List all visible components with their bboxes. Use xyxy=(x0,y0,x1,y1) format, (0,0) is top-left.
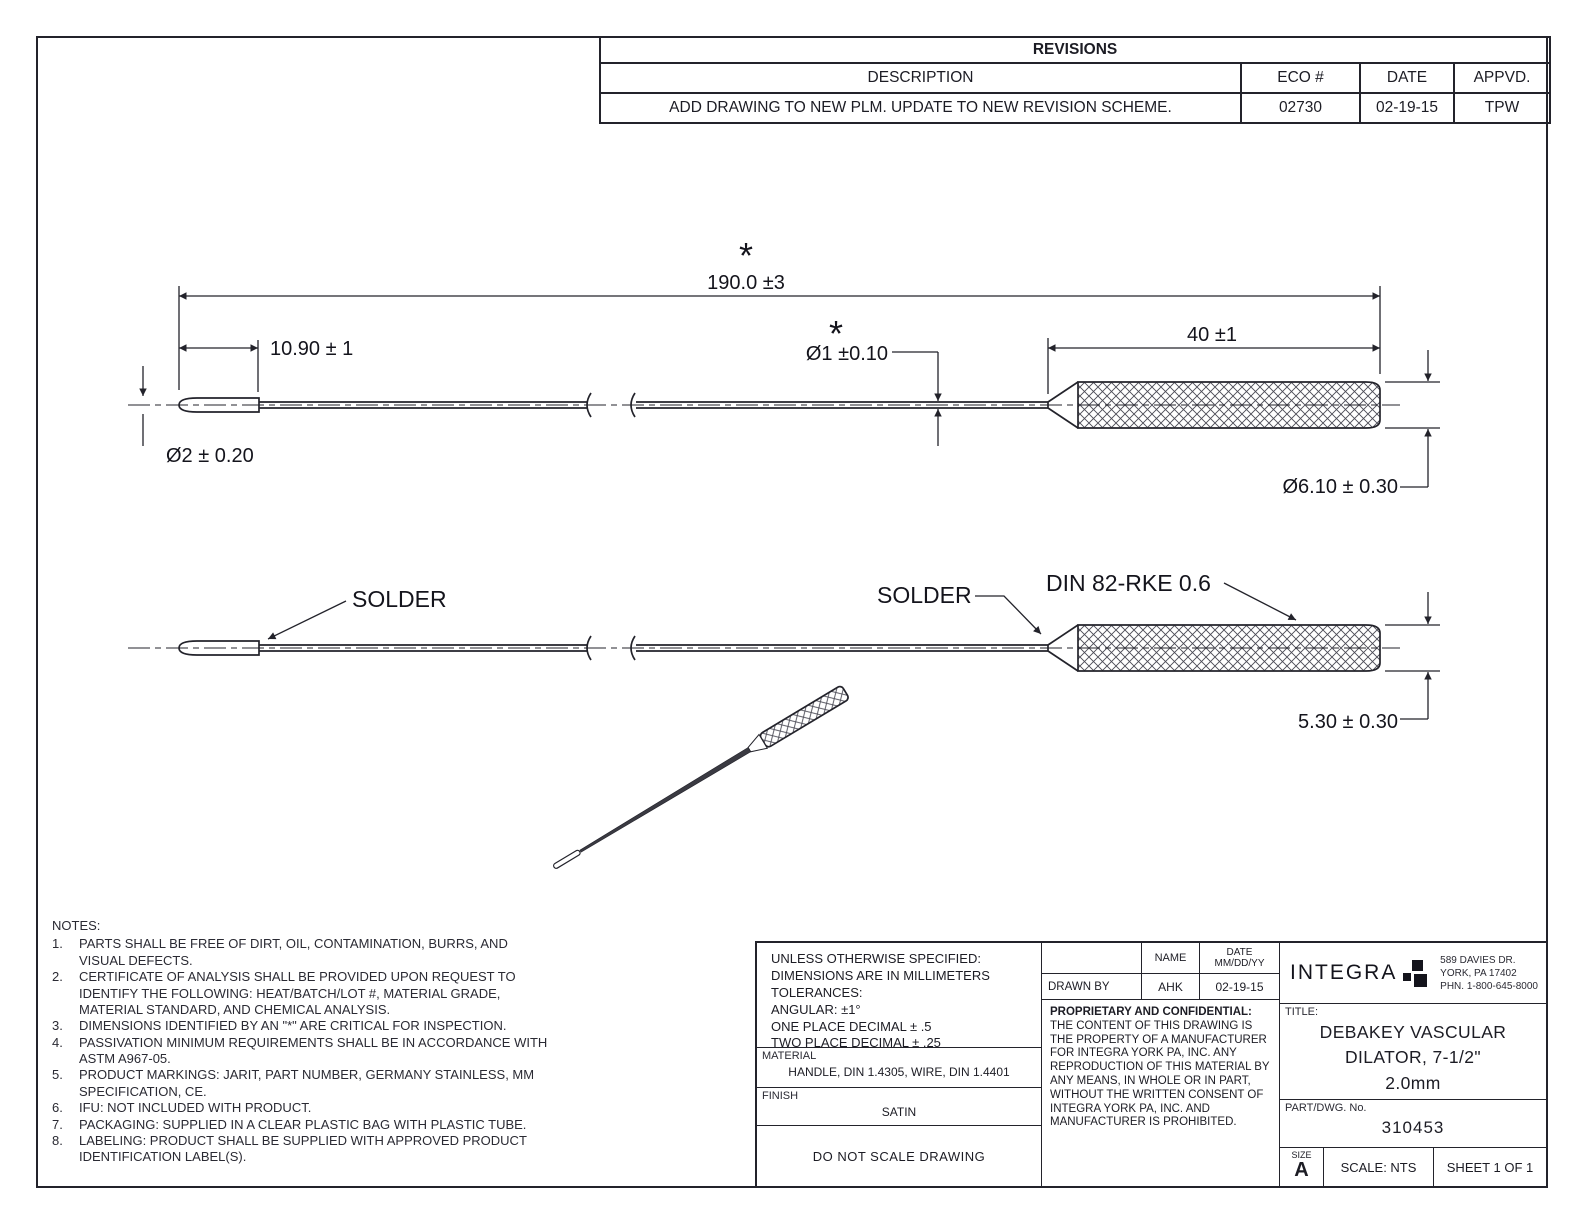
size-value: A xyxy=(1294,1159,1309,1181)
title-block xyxy=(755,941,1548,1188)
revision-date: 02-19-15 xyxy=(1360,93,1454,123)
note-item: 6. IFU: NOT INCLUDED WITH PRODUCT. xyxy=(52,1100,312,1116)
proprietary-body: THE CONTENT OF THIS DRAWING IS THE PROPERTY OF A MANUFACTURER FOR INTEGRA YORK PA, INC. ANY REPRODUCTION OF THIS MATERIAL BY ANY MEANS, IN WHOLE OR IN PART, WITHOUT THE WRITTEN CONSENT OF INTEGRA YORK PA, INC. AND MANUFACTURER IS PROHIBITED. xyxy=(1050,1019,1270,1129)
address-line: YORK, PA 17402 xyxy=(1440,967,1517,979)
dimension-wire-diameter xyxy=(806,313,938,446)
overall-length-text: 190.0 ±3 xyxy=(707,272,785,294)
scale-cell xyxy=(1324,1148,1434,1186)
drawn-by-label-cell xyxy=(1042,974,1142,1000)
title-label: TITLE: xyxy=(1285,1006,1319,1018)
sheet-cell xyxy=(1434,1148,1546,1186)
revisions-title-row xyxy=(600,37,1550,63)
material-cell xyxy=(757,1048,1042,1088)
tolerance-line: UNLESS OTHERWISE SPECIFIED: xyxy=(771,951,981,966)
revision-row xyxy=(600,93,1550,123)
tip-length-text: 10.90 ± 1 xyxy=(270,338,354,360)
note-item: 1. PARTS SHALL BE FREE OF DIRT, OIL, CONTAMINATION, BURRS, AND VISUAL DEFECTS. xyxy=(52,936,508,968)
knurl-spec-label: DIN 82-RKE 0.6 xyxy=(1046,570,1211,596)
part-number-cell xyxy=(1280,1100,1546,1148)
dimension-tip-diameter xyxy=(143,366,254,467)
tolerance-line: TWO PLACE DECIMAL ± .25 xyxy=(771,1035,941,1048)
drawn-by-date-cell xyxy=(1200,974,1280,1000)
finish-label: FINISH xyxy=(762,1090,799,1102)
proprietary-cell xyxy=(1042,1000,1280,1186)
knurl-spec-callout xyxy=(1046,570,1296,620)
company-logo xyxy=(1290,959,1429,987)
name-header-cell xyxy=(1142,943,1200,974)
finish-cell xyxy=(757,1088,1042,1126)
title-line: 2.0mm xyxy=(1385,1072,1441,1093)
tip-diameter-text: Ø2 ± 0.20 xyxy=(166,445,254,467)
drawn-by-label: DRAWN BY xyxy=(1048,980,1110,993)
top-view xyxy=(128,235,1440,498)
solder-label: SOLDER xyxy=(352,586,447,612)
name-header: NAME xyxy=(1154,951,1187,964)
address-line: PHN. 1-800-645-8000 xyxy=(1440,980,1538,992)
notes-block xyxy=(52,918,557,1166)
note-item: 3. DIMENSIONS IDENTIFIED BY AN "*" ARE CRITICAL FOR INSPECTION. xyxy=(52,1018,507,1034)
critical-mark: * xyxy=(828,313,844,354)
note-item: 7. PACKAGING: SUPPLIED IN A CLEAR PLASTIC BAG WITH PLASTIC TUBE. xyxy=(52,1116,527,1132)
solder-callout-right xyxy=(877,582,1041,634)
revisions-col-date: DATE xyxy=(1360,63,1454,93)
revision-appvd: TPW xyxy=(1454,93,1550,123)
size-cell xyxy=(1280,1148,1324,1186)
part-number: 310453 xyxy=(1381,1118,1445,1137)
solder-callout-left xyxy=(268,586,447,639)
handle-length-text: 40 ±1 xyxy=(1187,324,1237,346)
revision-eco: 02730 xyxy=(1241,93,1360,123)
title-cell xyxy=(1280,1004,1546,1100)
company-name: INTEGRA xyxy=(1290,961,1398,984)
do-not-scale-cell xyxy=(757,1126,1042,1186)
revision-description: ADD DRAWING TO NEW PLM. UPDATE TO NEW REVISION SCHEME. xyxy=(600,93,1241,123)
date-format: MM/DD/YY xyxy=(1214,958,1265,969)
drawn-by-name: AHK xyxy=(1158,979,1183,994)
sheet-text: SHEET 1 OF 1 xyxy=(1446,1159,1534,1175)
note-item: 4. PASSIVATION MINIMUM REQUIREMENTS SHALL BE IN ACCORDANCE WITH ASTM A967-05. xyxy=(52,1034,548,1066)
iso-tip xyxy=(553,849,581,869)
tolerance-line: DIMENSIONS ARE IN MILLIMETERS xyxy=(771,967,990,983)
wire-diameter-text: Ø1 ±0.10 xyxy=(805,343,888,365)
address-line: 589 DAVIES DR. xyxy=(1440,954,1516,966)
part-number-label: PART/DWG. No. xyxy=(1285,1102,1367,1114)
notes-title: NOTES: xyxy=(52,918,101,933)
tolerance-line: ONE PLACE DECIMAL ± .5 xyxy=(771,1018,932,1034)
company-address xyxy=(1440,954,1538,993)
iso-handle xyxy=(759,685,850,748)
title-line: DILATOR, 7-1/2" xyxy=(1344,1047,1482,1068)
do-not-scale-text: DO NOT SCALE DRAWING xyxy=(812,1148,986,1164)
date-header: DATE xyxy=(1226,947,1253,958)
note-item: 8. LABELING: PRODUCT SHALL BE SUPPLIED WITH APPROVED PRODUCT IDENTIFICATION LABEL(S). xyxy=(52,1132,527,1165)
material-label: MATERIAL xyxy=(762,1050,817,1062)
handle-diameter-text: Ø6.10 ± 0.30 xyxy=(1282,476,1398,498)
integra-logo-mark xyxy=(1401,959,1429,987)
revisions-table xyxy=(599,36,1551,124)
size-label: SIZE xyxy=(1291,1150,1312,1160)
date-header-cell xyxy=(1200,943,1280,974)
finish-value: SATIN xyxy=(881,1105,917,1119)
material-value: HANDLE, DIN 1.4305, WIRE, DIN 1.4401 xyxy=(788,1065,1010,1079)
drawn-by-date: 02-19-15 xyxy=(1215,979,1264,994)
isometric-view xyxy=(550,685,850,874)
revisions-title: REVISIONS xyxy=(600,37,1550,63)
note-item: 2. CERTIFICATE OF ANALYSIS SHALL BE PROVIDED UPON REQUEST TO IDENTIFY THE FOLLOWING: HEAT/BATCH/LOT #, MATERIAL GRADE, MATERIAL STANDARD, AND CHEMICAL ANALYSIS. xyxy=(52,969,516,1017)
tolerances-cell xyxy=(757,943,1042,1048)
revisions-col-eco: ECO # xyxy=(1241,63,1360,93)
scale-text: SCALE: NTS xyxy=(1340,1159,1417,1175)
proprietary-title: PROPRIETARY AND CONFIDENTIAL: xyxy=(1050,1006,1252,1018)
dimension-tip-length xyxy=(179,338,353,392)
revisions-col-description: DESCRIPTION xyxy=(600,63,1241,93)
company-cell xyxy=(1280,943,1546,1004)
revisions-header-row xyxy=(600,63,1550,93)
header-blank-cell xyxy=(1042,943,1142,974)
critical-mark: * xyxy=(738,235,754,276)
tolerance-line: TOLERANCES: xyxy=(771,984,863,1000)
tolerance-line: ANGULAR: ±1° xyxy=(771,1001,861,1017)
iso-wire xyxy=(579,747,750,853)
dimension-overall-length xyxy=(179,235,1380,390)
knurl-diameter-text: 5.30 ± 0.30 xyxy=(1298,711,1398,733)
solder-label: SOLDER xyxy=(877,582,972,608)
drawing-title xyxy=(1280,1020,1546,1096)
drawn-by-name-cell xyxy=(1142,974,1200,1000)
note-item: 5. PRODUCT MARKINGS: JARIT, PART NUMBER, GERMANY STAINLESS, MM SPECIFICATION, CE. xyxy=(52,1067,535,1099)
bottom-view xyxy=(128,570,1440,733)
title-line: DEBAKEY VASCULAR xyxy=(1319,1022,1507,1042)
revisions-col-appvd: APPVD. xyxy=(1454,63,1550,93)
